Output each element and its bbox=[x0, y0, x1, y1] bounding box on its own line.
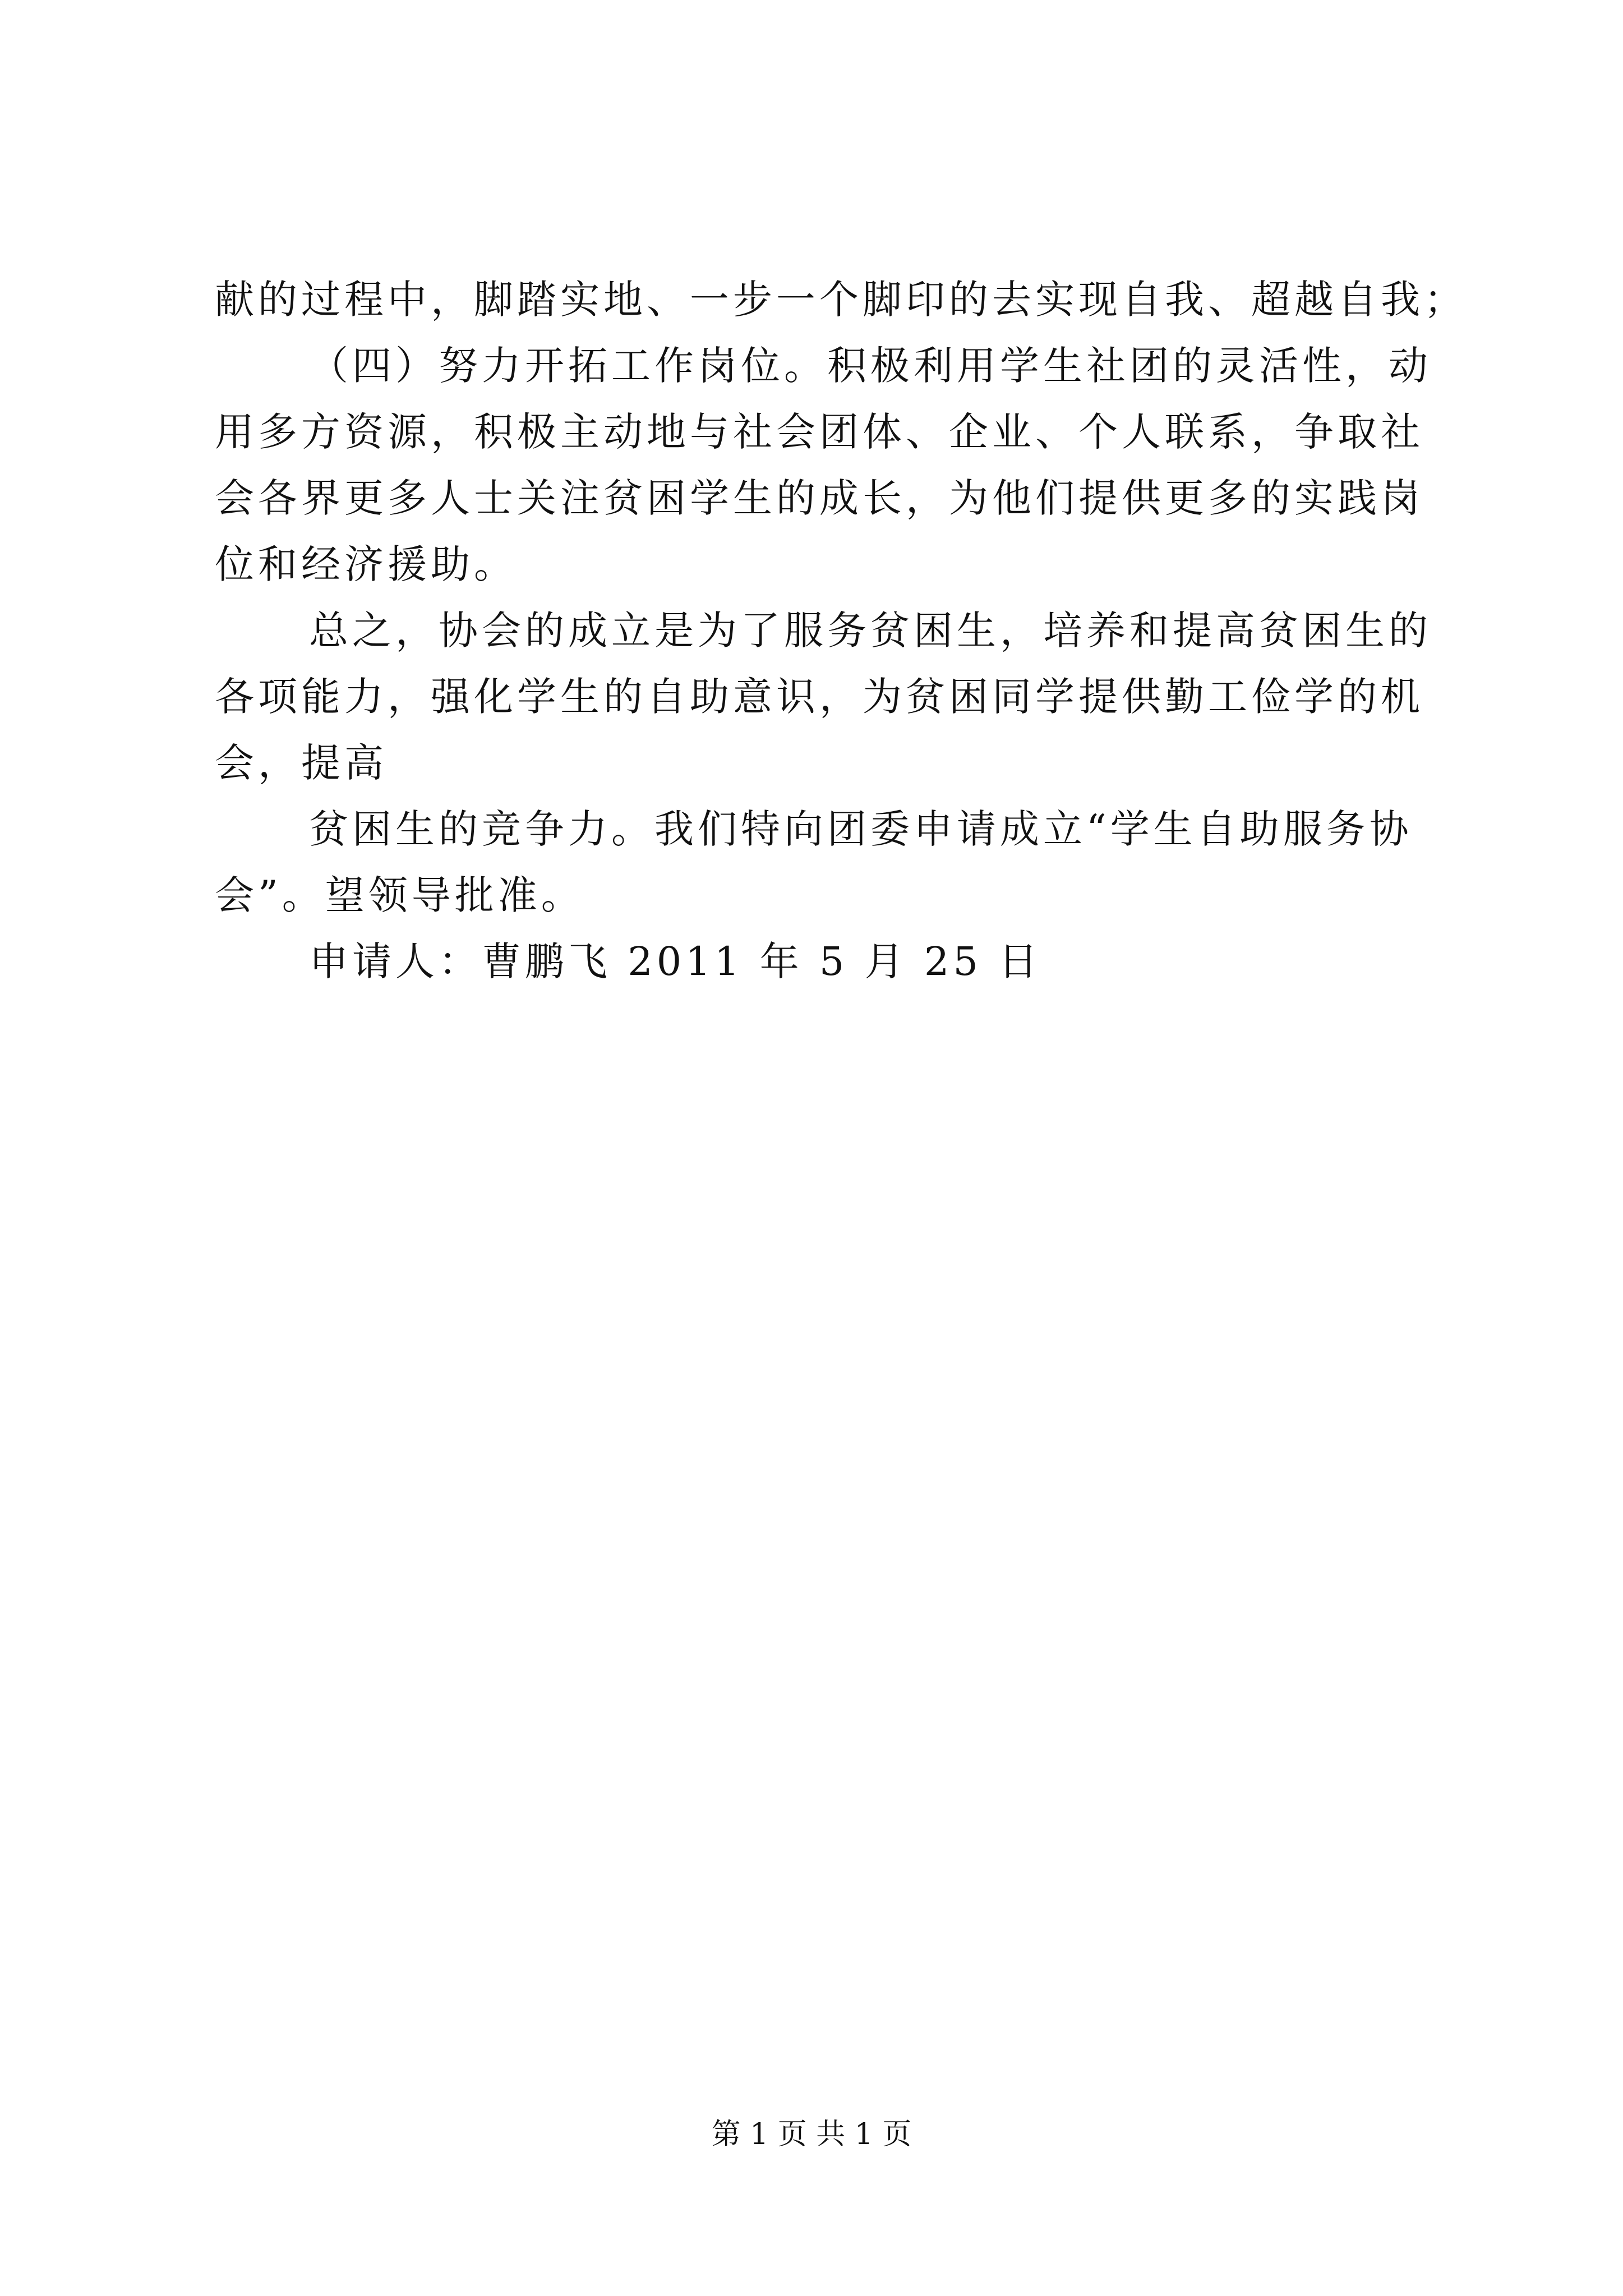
body-line: 各项能力，强化学生的自助意识，为贫困同学提供勤工俭学的机 bbox=[215, 674, 1424, 720]
body-line: 献的过程中，脚踏实地、一步一个脚印的去实现自我、超越自我； bbox=[215, 277, 1467, 323]
signature-line: 申请人：曹鹏飞 2011 年 5 月 25 日 bbox=[309, 938, 1042, 984]
body-line: 贫困生的竞争力。我们特向团委申请成立“学生自助服务协 bbox=[309, 806, 1413, 852]
body-line: 用多方资源，积极主动地与社会团体、企业、个人联系，争取社 bbox=[215, 409, 1424, 455]
body-line: 位和经济援助。 bbox=[215, 541, 517, 587]
body-line: 会”。望领导批准。 bbox=[215, 872, 584, 918]
body-line: 会各界更多人士关注贫困学生的成长，为他们提供更多的实践岗 bbox=[215, 475, 1424, 521]
document-body bbox=[215, 266, 1467, 995]
body-line: （四）努力开拓工作岗位。积极利用学生社团的灵活性，动 bbox=[309, 343, 1432, 389]
page-footer: 第 1 页 共 1 页 bbox=[711, 2118, 912, 2151]
body-line: 会，提高 bbox=[215, 740, 388, 786]
body-line: 总之，协会的成立是为了服务贫困生，培养和提高贫困生的 bbox=[309, 608, 1432, 654]
